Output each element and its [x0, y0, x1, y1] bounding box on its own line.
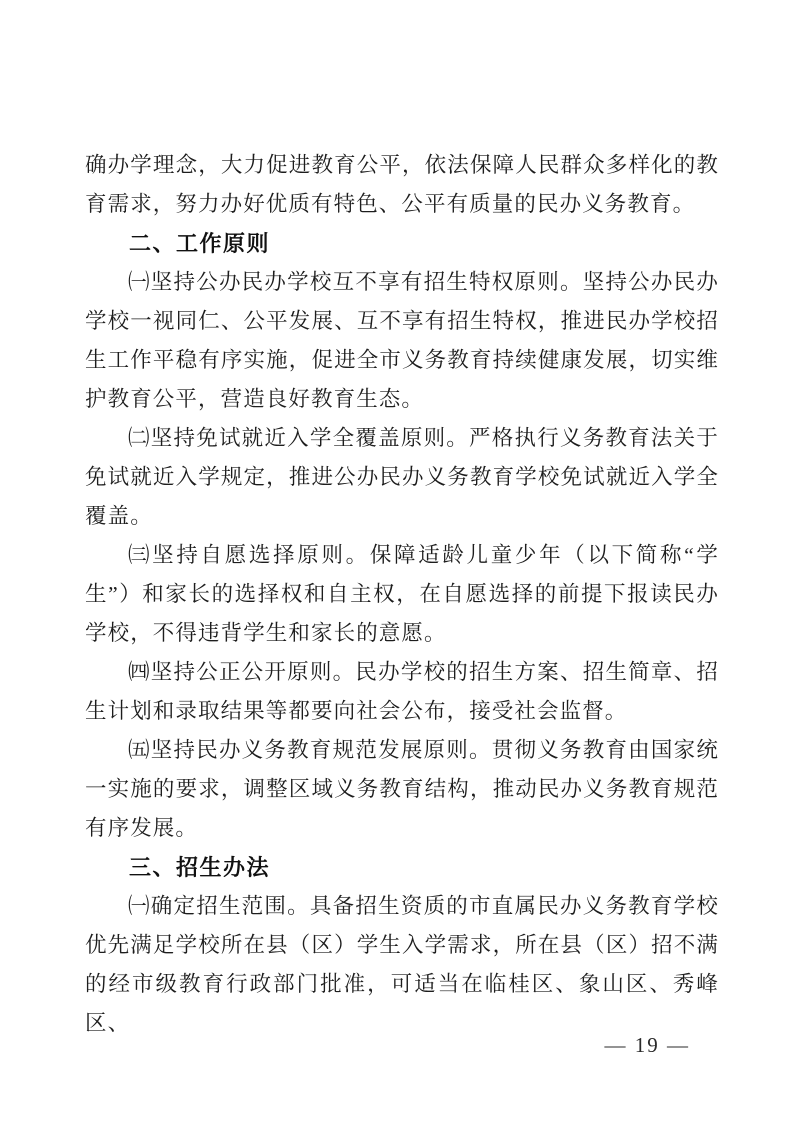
paragraph-enrollment-scope: ㈠确定招生范围。具备招生资质的市直属民办义务教育学校优先满足学校所在县（区）学生入学需求，所在县（区）招不满的经市级教育行政部门批准，可适当在临桂区、象山区、秀峰区、 [85, 894, 719, 1035]
page-number: — 19 — [604, 1033, 690, 1057]
paragraph-continuation: 确办学理念，大力促进教育公平，依法保障人民群众多样化的教育需求，努力办好优质有特色、公平有质量的民办义务教育。 [85, 153, 719, 216]
paragraph-principle-2: ㈡坚持免试就近入学全覆盖原则。严格执行义务教育法关于免试就近入学规定，推进公办民办义务教育学校免试就近入学全覆盖。 [85, 426, 719, 528]
paragraph-principle-3: ㈢坚持自愿选择原则。保障适龄儿童少年（以下简称“学生”）和家长的选择权和自主权，在自愿选择的前提下报读民办学校，不得违背学生和家长的意愿。 [85, 543, 719, 645]
paragraph-principle-5: ㈤坚持民办义务教育规范发展原则。贯彻义务教育由国家统一实施的要求，调整区域义务教育结构，推动民办义务教育规范有序发展。 [85, 738, 719, 840]
paragraph-principle-4: ㈣坚持公正公开原则。民办学校的招生方案、招生简章、招生计划和录取结果等都要向社会公布，接受社会监督。 [85, 660, 719, 723]
section-heading-work-principles: 二、工作原则 [129, 231, 271, 256]
section-heading-enrollment-methods: 三、招生办法 [129, 855, 271, 880]
paragraph-principle-1: ㈠坚持公办民办学校互不享有招生特权原则。坚持公办民办学校一视同仁、公平发展、互不享有招生特权，推进民办学校招生工作平稳有序实施，促进全市义务教育持续健康发展，切实维护教育公平，营造良好教育生态。 [85, 270, 719, 411]
document-content [85, 146, 719, 1043]
